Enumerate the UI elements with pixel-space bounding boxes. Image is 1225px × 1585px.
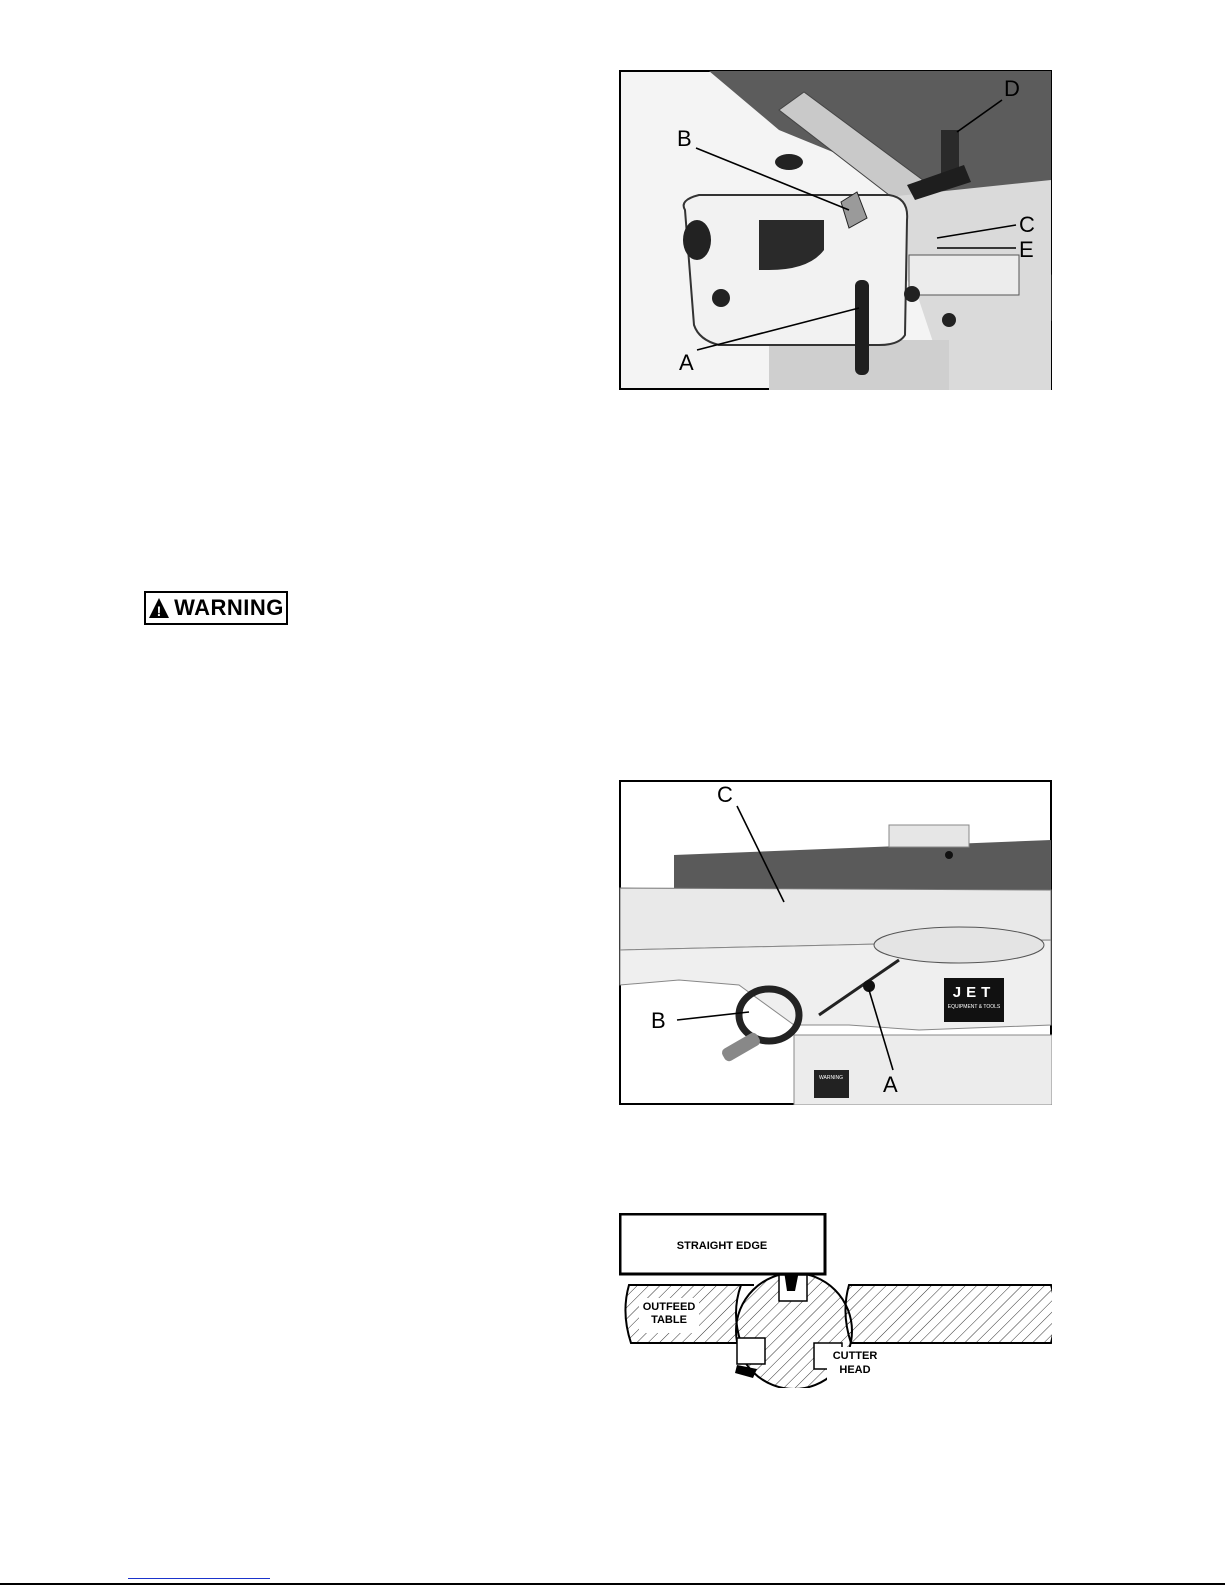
- cutter-label-2: HEAD: [839, 1364, 871, 1376]
- footer-link-underline[interactable]: [128, 1578, 270, 1579]
- bolt: [904, 286, 920, 302]
- svg-text:!: !: [156, 603, 162, 619]
- label-b: B: [651, 1008, 666, 1033]
- bolt: [942, 313, 956, 327]
- label-c: C: [717, 782, 733, 807]
- label-e: E: [1019, 237, 1034, 262]
- warning-text: WARNING: [174, 595, 284, 620]
- lever: [855, 280, 869, 375]
- outfeed-label-1: OUTFEED: [642, 1301, 696, 1313]
- diagram-cutterhead-straight-edge: [619, 1213, 1052, 1388]
- label-a: A: [883, 1072, 898, 1097]
- knob: [775, 154, 803, 170]
- straight-edge-label: STRAIGHT EDGE: [676, 1240, 768, 1252]
- knob: [683, 220, 711, 260]
- brand-name: JET: [952, 984, 996, 1001]
- figure-jointer-outfeed-table: [619, 70, 1052, 390]
- outfeed-label-2: TABLE: [651, 1314, 687, 1326]
- svg-text:WARNING: WARNING: [819, 1075, 843, 1081]
- cutter-label-1: CUTTER: [832, 1350, 878, 1362]
- label-c: C: [1019, 212, 1035, 237]
- label-b: B: [677, 126, 692, 151]
- warning-badge: [144, 591, 288, 625]
- infeed-table: [845, 1285, 1052, 1343]
- knob: [712, 289, 730, 307]
- brand-sub: EQUIPMENT & TOOLS: [947, 1004, 1001, 1010]
- label-a: A: [679, 350, 694, 375]
- cutter-guard: [684, 195, 908, 345]
- warning-triangle-icon: [148, 597, 170, 619]
- label-d: D: [1004, 76, 1020, 101]
- figure-jointer-side-view: [619, 780, 1052, 1105]
- table-bracket: [909, 255, 1019, 295]
